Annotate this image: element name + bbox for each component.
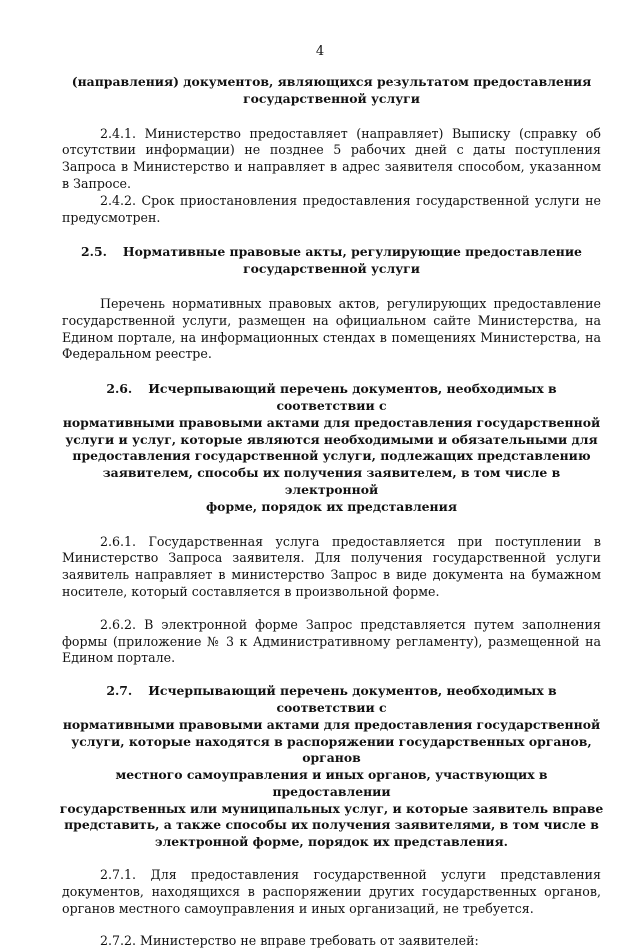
heading-line: форме, порядок их представления [206, 498, 457, 514]
paragraph-2-4-1: 2.4.1. Министерство предоставляет (направляет) Выписку (справку об отсутствии информации) не позднее 5 рабочих дней с даты поступления Запроса в Министерство и направляет в адрес заявителя способом, указанном в Запросе. [62, 125, 601, 191]
page-number: 4 [315, 44, 325, 59]
section-2-5-heading [62, 244, 601, 278]
heading-text: Исчерпывающий перечень документов, необходимых в соответствии с [148, 683, 557, 715]
section-2-7-heading [58, 683, 605, 851]
paragraph-2-6-2: 2.6.2. В электронной форме Запрос представляется путем заполнения формы (приложение № 3 к Административному регламенту), размещенной на Едином портале. [62, 616, 601, 666]
heading-line: предоставления государственной услуги, подлежащих представлению [72, 448, 591, 464]
heading-line: местного самоуправления и иных органов, участвующих в предоставлении [115, 767, 548, 799]
section-2-4-heading-continuation [62, 74, 601, 108]
heading-line-1 [58, 683, 605, 717]
paragraph-2-7-1: 2.7.1. Для предоставления государственной услуги представления документов, находящихся в распоряжении других государственных органов, органов местного самоуправления и иных организаций, не требуется. [62, 867, 601, 916]
heading-line: представить, а также способы их получения заявителями, в том числе в [64, 817, 599, 833]
heading-line: государственных или муниципальных услуг, и которые заявитель вправе [59, 800, 604, 816]
heading-text: Исчерпывающий перечень документов, необходимых в соответствии с [148, 381, 557, 413]
heading-line-1 [58, 381, 605, 415]
heading-line: нормативными правовыми актами для предоставления государственной [62, 716, 601, 732]
heading-line: (направления) документов, являющихся результатом предоставления [71, 74, 592, 89]
paragraph-2-7-2: 2.7.2. Министерство не вправе требовать от заявителей: [100, 933, 479, 949]
paragraph-2-4-2: 2.4.2. Срок приостановления предоставления государственной услуги не предусмотрен. [62, 192, 601, 225]
section-2-6-heading [58, 381, 605, 515]
paragraph-2-6-1: 2.6.1. Государственная услуга предоставляется при поступлении в Министерство Запроса заявителя. Для получения государственной услуги заявитель направляет в министерство Запрос в виде документа на бумажном носителе, который составляется в произвольной форме. [62, 533, 601, 599]
heading-line: нормативными правовыми актами для предоставления государственной [62, 414, 601, 430]
page-content [59, 74, 604, 950]
heading-line: услуги и услуг, которые являются необходимыми и обязательными для [65, 431, 598, 447]
heading-line: заявителем, способы их получения заявителем, в том числе в электронной [102, 465, 561, 497]
paragraph-2-5: Перечень нормативных правовых актов, регулирующих предоставление государственной услуги, размещен на официальном сайте Министерства, на Едином портале, на информационных стендах в помещениях Министерства, на Федеральном реестре. [62, 295, 601, 362]
heading-text: Нормативные правовые акты, регулирующие предоставление [122, 244, 582, 260]
section-number: 2.6. [106, 381, 133, 397]
heading-line: государственной услуги [243, 90, 420, 106]
heading-line-1 [62, 244, 601, 261]
heading-line: государственной услуги [243, 261, 420, 277]
heading-line: услуги, которые находятся в распоряжении государственных органов, органов [71, 733, 592, 766]
section-number: 2.7. [106, 683, 133, 699]
heading-line: электронной форме, порядок их представления. [155, 834, 508, 850]
section-number: 2.5. [81, 244, 107, 260]
